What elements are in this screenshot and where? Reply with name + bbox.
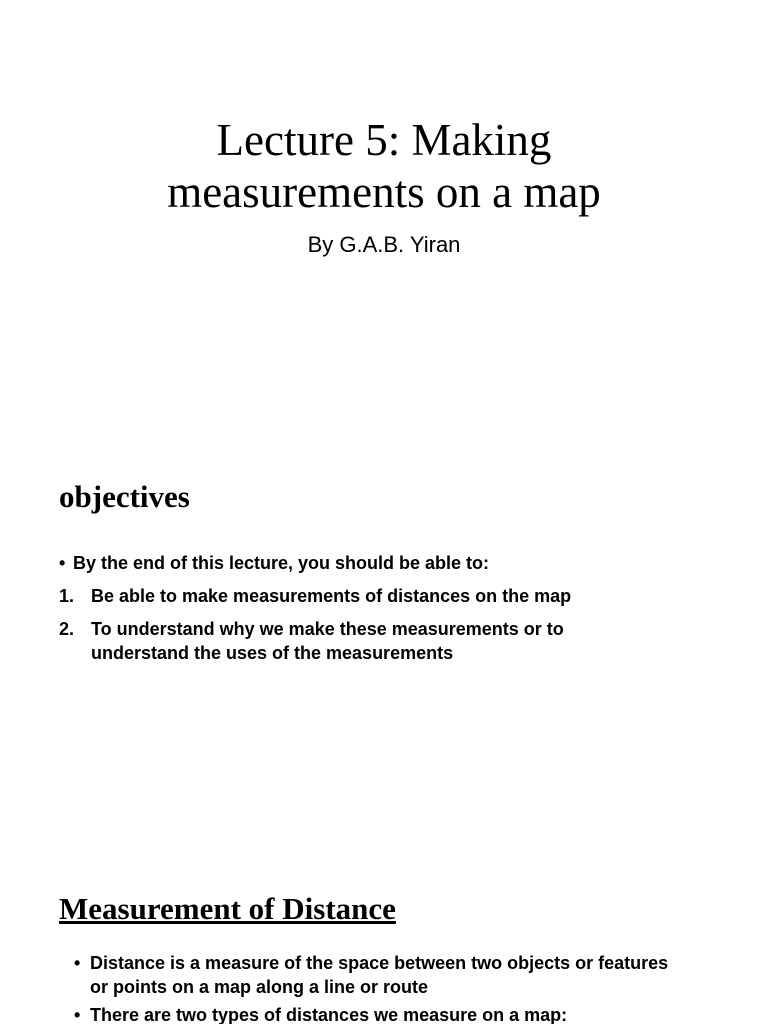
lecture-title-line-1: Lecture 5: Making	[216, 115, 552, 165]
list-item	[59, 551, 659, 575]
objectives-heading: objectives	[59, 479, 190, 514]
item-text: Be able to make measurements of distances on the map	[91, 586, 572, 606]
list-item	[74, 951, 674, 999]
item-number: 2.	[59, 619, 75, 639]
item-text: There are two types of distances we measure on a map:	[90, 1005, 568, 1024]
list-item	[59, 617, 659, 665]
bullet-icon: •	[59, 553, 66, 573]
slide-objectives	[0, 432, 768, 864]
slide-title	[0, 0, 768, 432]
objectives-intro: By the end of this lecture, you should be able to:	[73, 553, 490, 573]
item-text: Distance is a measure of the space between two objects or features or points on a map along a line or route	[90, 953, 669, 997]
item-number: 1.	[59, 586, 75, 606]
lecture-title-line-2: measurements on a map	[167, 167, 601, 217]
bullet-icon: •	[74, 953, 81, 973]
distance-heading: Measurement of Distance	[59, 891, 396, 926]
list-item	[59, 584, 659, 608]
objectives-list	[59, 551, 659, 674]
bullet-icon: •	[74, 1005, 81, 1024]
item-text: To understand why we make these measurements or to understand the uses of the measurements	[91, 619, 564, 663]
slide-measurement-of-distance	[0, 864, 768, 1024]
list-item	[74, 1003, 674, 1024]
distance-list	[74, 951, 674, 1024]
author-subtitle: By G.A.B. Yiran	[307, 232, 461, 257]
lecture-title	[0, 114, 768, 218]
